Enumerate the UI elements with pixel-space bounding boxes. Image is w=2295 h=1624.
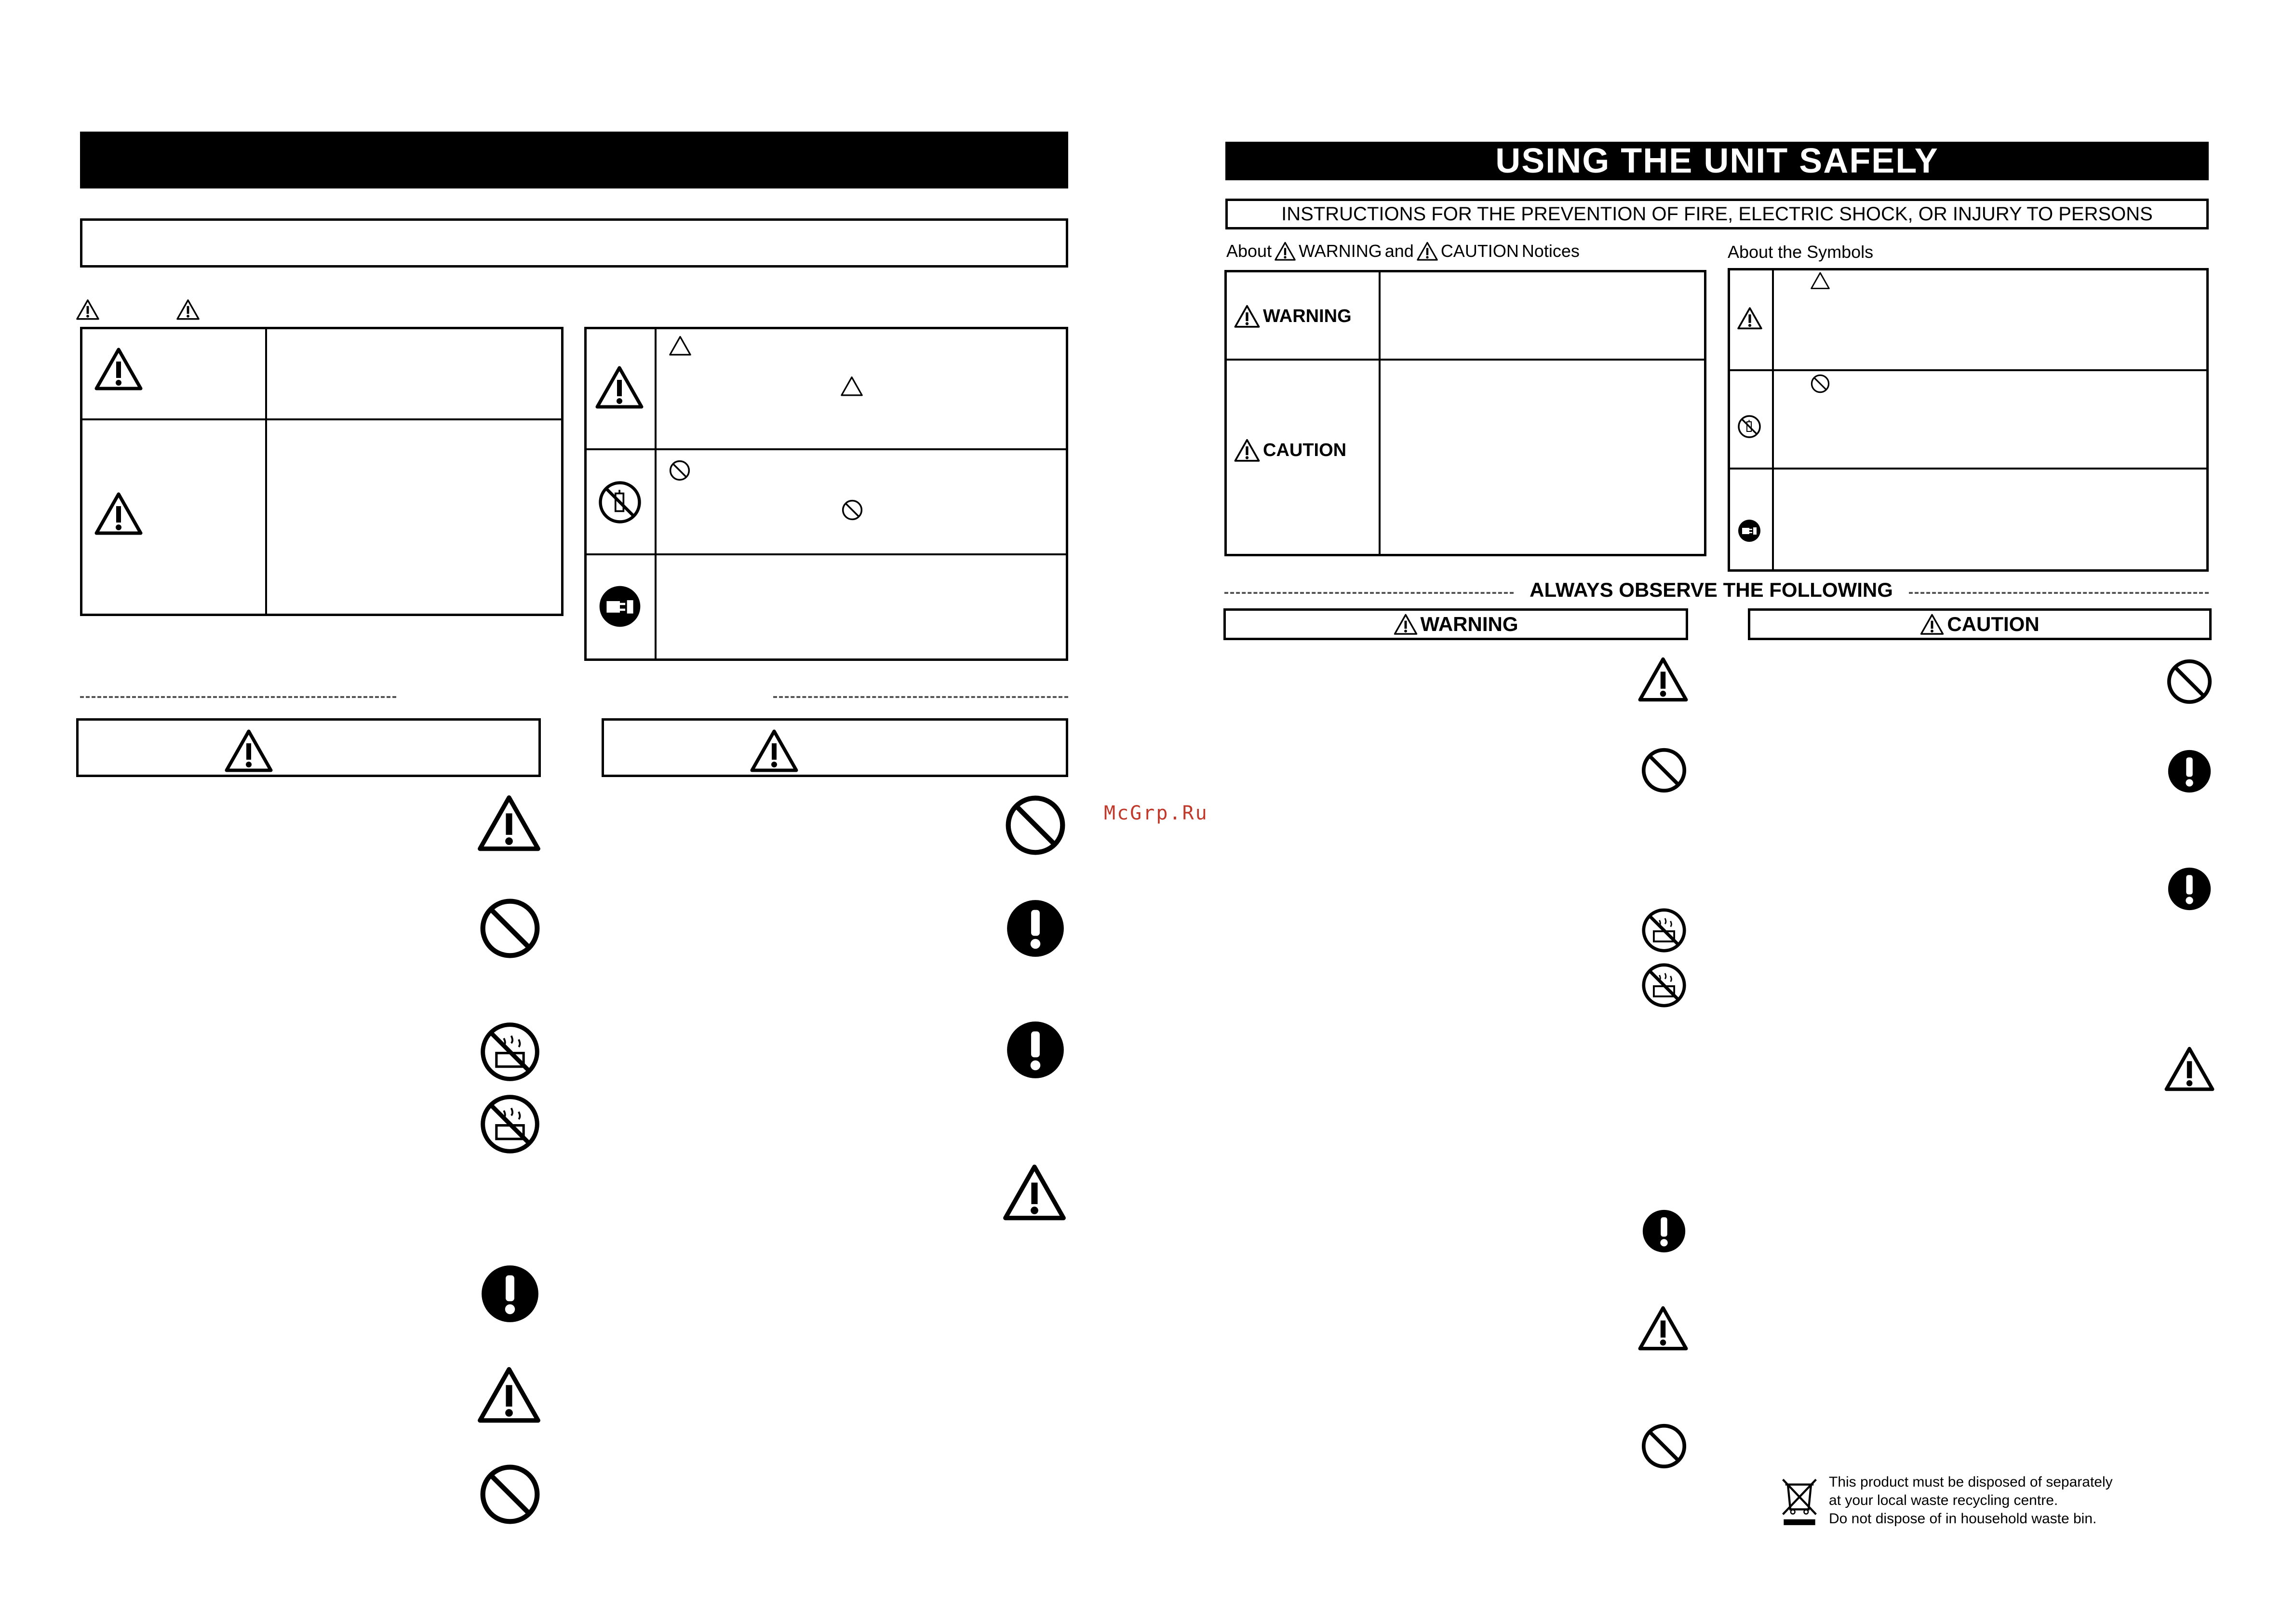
unplug-icon	[1737, 519, 1761, 543]
warning-triangle-icon	[477, 794, 541, 851]
crossed-bin-icon	[1779, 1472, 1820, 1530]
dashed-separator	[1909, 592, 2209, 594]
dashed-separator	[80, 696, 396, 698]
mandatory-exclamation-icon	[1641, 1208, 1687, 1254]
table-divider	[265, 327, 267, 616]
unplug-icon	[598, 584, 642, 629]
about-caution: CAUTION	[1440, 241, 1519, 261]
table-divider	[1772, 268, 1774, 572]
table-divider	[584, 553, 1068, 555]
about-and: and	[1384, 241, 1414, 261]
notice-caution-label: CAUTION	[1263, 440, 1347, 460]
mandatory-exclamation-icon	[2166, 748, 2213, 794]
disposal-line: at your local waste recycling centre.	[1829, 1492, 2058, 1508]
notice-warning-label: WARNING	[1263, 306, 1352, 326]
dashed-separator	[1224, 592, 1514, 594]
prohibition-icon	[669, 460, 690, 481]
table-divider	[80, 418, 564, 420]
disposal-notice	[1829, 1473, 2113, 1528]
mandatory-exclamation-icon	[1005, 898, 1066, 959]
mandatory-exclamation-icon	[479, 1263, 541, 1325]
notice-warning-cell	[1234, 303, 1352, 330]
left-subtitle-box	[80, 218, 1068, 268]
prohibition-icon	[1811, 374, 1830, 393]
prohibition-icon	[1641, 747, 1687, 793]
page-title: USING THE UNIT SAFELY	[1225, 142, 2209, 180]
warning-triangle-icon	[176, 299, 200, 320]
warning-triangle-icon	[1275, 242, 1296, 261]
about-symbols-label: About the Symbols	[1728, 242, 1874, 262]
right-symbols-table	[1728, 268, 2209, 572]
warning-triangle-icon	[1737, 307, 1762, 330]
about-suffix: Notices	[1521, 241, 1580, 261]
table-divider	[584, 448, 1068, 450]
warning-triangle-icon	[477, 1366, 541, 1423]
warning-triangle-icon	[1234, 439, 1260, 462]
about-warning: WARNING	[1299, 241, 1382, 261]
warning-triangle-icon	[841, 376, 863, 396]
about-notices-label	[1226, 241, 1580, 261]
page-subtitle: INSTRUCTIONS FOR THE PREVENTION OF FIRE, ELECTRIC SHOCK, OR INJURY TO PERSONS	[1225, 199, 2209, 229]
left-symbols-table	[584, 327, 1068, 661]
about-prefix: About	[1226, 241, 1272, 261]
prohibition-icon	[479, 898, 541, 959]
table-divider	[1224, 359, 1706, 361]
left-warning-header	[76, 718, 541, 777]
warning-triangle-icon	[94, 492, 143, 535]
no-water-icon	[479, 1093, 541, 1155]
warning-triangle-icon	[1417, 242, 1438, 261]
prohibition-icon	[1005, 794, 1066, 856]
table-divider	[1728, 468, 2209, 470]
table-divider	[1379, 270, 1381, 556]
warning-triangle-icon	[1234, 305, 1260, 328]
caution-column-title: CAUTION	[1947, 613, 2040, 635]
caution-column-header	[1748, 608, 2212, 640]
no-disassemble-icon	[598, 480, 642, 524]
table-divider	[655, 327, 657, 661]
warning-triangle-icon	[225, 729, 273, 772]
always-observe-heading: ALWAYS OBSERVE THE FOLLOWING	[1530, 578, 1893, 601]
warning-triangle-icon	[76, 299, 99, 320]
no-water-icon	[1641, 962, 1687, 1008]
no-disassemble-icon	[1737, 415, 1761, 439]
warning-triangle-icon	[1920, 614, 1944, 635]
notice-caution-cell	[1234, 437, 1346, 464]
left-title-bar	[80, 132, 1068, 188]
warning-triangle-icon	[94, 347, 143, 390]
warning-triangle-icon	[2164, 1046, 2214, 1091]
warning-triangle-icon	[1638, 1305, 1688, 1351]
warning-triangle-icon	[1003, 1164, 1066, 1221]
warning-triangle-icon	[669, 336, 691, 356]
disposal-line: This product must be disposed of separately	[1829, 1474, 2113, 1490]
warning-triangle-icon	[595, 365, 644, 409]
warning-column-title: WARNING	[1420, 613, 1518, 635]
no-water-icon	[479, 1021, 541, 1083]
warning-triangle-icon	[1638, 657, 1688, 702]
prohibition-icon	[2166, 658, 2213, 705]
warning-column-header	[1223, 608, 1688, 640]
dashed-separator	[773, 696, 1068, 698]
mandatory-exclamation-icon	[2166, 866, 2213, 912]
warning-triangle-icon	[1394, 614, 1418, 635]
no-water-icon	[1641, 907, 1687, 953]
disposal-line: Do not dispose of in household waste bin.	[1829, 1511, 2097, 1527]
left-notices-table	[80, 327, 564, 616]
table-divider	[1728, 369, 2209, 371]
warning-triangle-icon	[1811, 272, 1830, 289]
prohibition-icon	[1641, 1423, 1687, 1469]
prohibition-icon	[842, 499, 863, 521]
warning-triangle-icon	[750, 729, 798, 772]
left-caution-header	[602, 718, 1068, 777]
watermark: McGrp.Ru	[1104, 802, 1208, 824]
prohibition-icon	[479, 1463, 541, 1525]
mandatory-exclamation-icon	[1005, 1019, 1066, 1081]
